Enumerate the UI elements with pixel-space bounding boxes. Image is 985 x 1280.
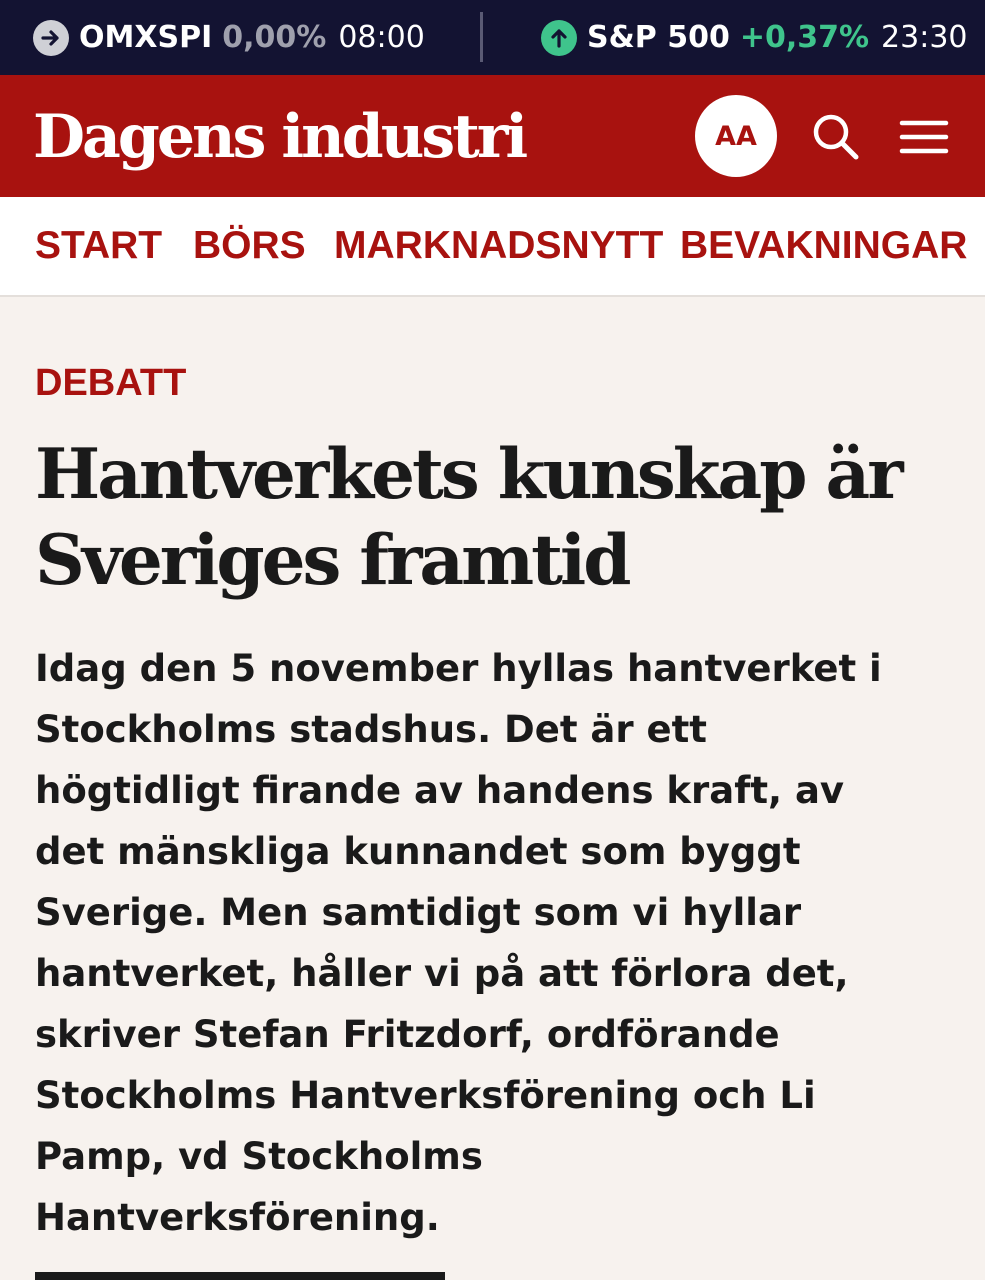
ticker-change: 0,00%: [222, 20, 327, 55]
article-headline: [35, 432, 955, 604]
menu-button[interactable]: [896, 107, 952, 167]
ticker-time: 23:30: [881, 20, 968, 55]
lead-line: Stockholms Hantverksförening och Li: [35, 1074, 816, 1117]
lead-line: Sverige. Men samtidigt som vi hyllar: [35, 891, 802, 934]
lead-line: det mänskliga kunnandet som byggt: [35, 830, 801, 873]
ticker-omxspi[interactable]: [33, 0, 425, 75]
nav-item-bevakningar[interactable]: BEVAKNINGAR: [680, 224, 968, 267]
ticker-symbol: OMXSPI: [79, 20, 213, 55]
article-section-label[interactable]: DEBATT: [35, 362, 187, 404]
search-button[interactable]: [806, 107, 866, 167]
lead-line: skriver Stefan Fritzdorf, ordförande: [35, 1013, 780, 1056]
lead-line: Hantverksförening.: [35, 1196, 440, 1239]
search-icon: [806, 155, 866, 170]
headline-line: Hantverkets kunskap är: [35, 434, 901, 515]
lead-line: högtidligt firande av handens kraft, av: [35, 769, 845, 812]
arrow-right-icon: [33, 20, 69, 56]
site-logo[interactable]: Dagens industri: [33, 102, 526, 172]
article-lead: [35, 638, 950, 1248]
lead-line: hantverket, håller vi på att förlora det,: [35, 952, 849, 995]
ticker-change: +0,37%: [739, 20, 870, 55]
lead-line: Pamp, vd Stockholms: [35, 1135, 483, 1178]
ticker-symbol: S&P 500: [587, 20, 730, 55]
nav-item-marknadsnytt[interactable]: MARKNADSNYTT: [334, 224, 664, 267]
ticker-sp500[interactable]: [541, 0, 968, 75]
cutoff-next-line: [35, 1272, 445, 1280]
arrow-up-icon: [541, 20, 577, 56]
headline-line: Sveriges framtid: [35, 520, 629, 601]
ticker-divider: [480, 12, 483, 62]
nav-item-start[interactable]: START: [35, 224, 163, 267]
text-size-button[interactable]: AA: [695, 95, 777, 177]
market-ticker-bar: [0, 0, 985, 75]
lead-line: Stockholms stadshus. Det är ett: [35, 708, 707, 751]
main-nav: [0, 197, 985, 297]
ticker-time: 08:00: [338, 20, 425, 55]
nav-item-bors[interactable]: BÖRS: [193, 224, 306, 267]
lead-line: Idag den 5 november hyllas hantverket i: [35, 647, 882, 690]
site-header: [0, 75, 985, 197]
hamburger-menu-icon: [896, 155, 952, 170]
